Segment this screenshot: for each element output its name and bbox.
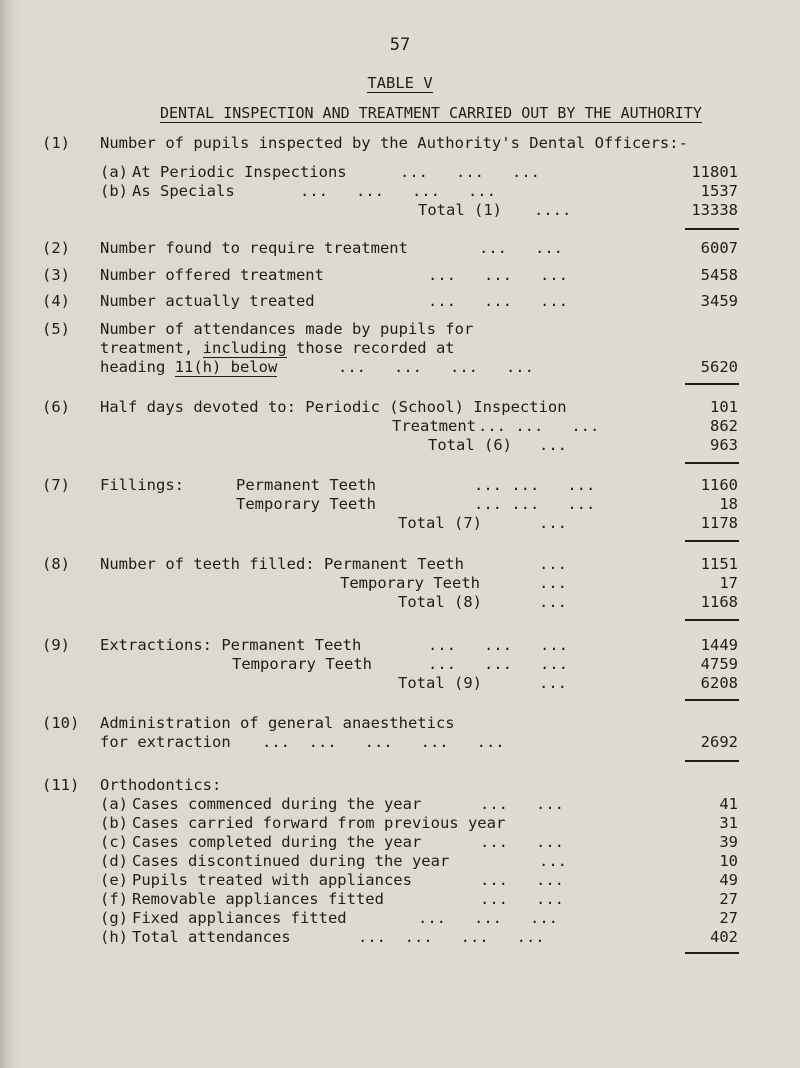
item-3-label: Number offered treatment (100, 266, 324, 284)
total-rule (685, 462, 739, 464)
leader-dots: ... (539, 852, 567, 870)
orthodontics-value: 39 (719, 833, 738, 851)
leader-dots: ... ... (480, 871, 564, 889)
item-6-total-label: Total (6) (428, 436, 512, 454)
total-rule (685, 760, 739, 762)
item-8-total-value: 1168 (700, 593, 738, 611)
leader-dots: ... ... ... (474, 495, 596, 513)
orthodontics-value: 402 (710, 928, 738, 946)
item-8-label: Number of teeth filled: Permanent Teeth (100, 555, 464, 573)
item-1a-value: 11801 (691, 163, 738, 181)
orthodontics-label: Cases carried forward from previous year (132, 814, 506, 832)
item-7-temporary-value: 18 (719, 495, 738, 513)
item-10-line-1: Administration of general anaesthetics (100, 714, 455, 732)
item-9-total-label: Total (9) (398, 674, 482, 692)
item-9-label: Extractions: Permanent Teeth (100, 636, 362, 654)
leader-dots: ... ... (479, 239, 563, 257)
item-2-label: Number found to require treatment (100, 239, 408, 257)
item-3-number: (3) (42, 266, 70, 284)
orthodontics-value: 41 (719, 795, 738, 813)
item-6-treatment-label: Treatment (392, 417, 476, 435)
orthodontics-key: (e) (100, 871, 128, 889)
page-number: 57 (389, 35, 411, 55)
leader-dots: ... ... ... (428, 266, 568, 284)
orthodontics-label: Cases completed during the year (132, 833, 422, 851)
orthodontics-key: (b) (100, 814, 128, 832)
leader-dots: ... ... (480, 795, 564, 813)
item-6-total-value: 963 (710, 436, 738, 454)
item-9-number: (9) (42, 636, 70, 654)
leader-dots: ... ... ... ... (300, 182, 496, 200)
orthodontics-key: (f) (100, 890, 128, 908)
orthodontics-key: (a) (100, 795, 128, 813)
leader-dots: ... (539, 555, 567, 573)
orthodontics-value: 31 (719, 814, 738, 832)
leader-dots: ... ... ... (400, 163, 540, 181)
leader-dots: ... (539, 674, 567, 692)
item-7-number: (7) (42, 476, 70, 494)
item-7-permanent-value: 1160 (700, 476, 738, 494)
item-5-value: 5620 (700, 358, 738, 376)
leader-dots: ... (539, 436, 567, 454)
total-rule (685, 228, 739, 230)
item-1-number: (1) (42, 134, 70, 152)
item-5-number: (5) (42, 320, 70, 338)
item-11-label: Orthodontics: (100, 776, 222, 794)
item-9-permanent-value: 1449 (700, 636, 738, 654)
leader-dots: ... (539, 593, 567, 611)
leader-dots: ... ... ... ... ... (262, 733, 505, 751)
item-10-number: (10) (42, 714, 80, 732)
leader-dots: ... ... ... (418, 909, 558, 927)
item-1-total-value: 13338 (691, 201, 738, 219)
orthodontics-key: (c) (100, 833, 128, 851)
item-1a-key: (a) (100, 163, 128, 181)
leader-dots: ... ... ... ... (338, 358, 534, 376)
leader-dots: ... ... ... (474, 476, 596, 494)
item-7-label: Fillings: (100, 476, 184, 494)
item-8-number: (8) (42, 555, 70, 573)
total-rule (685, 540, 739, 542)
leader-dots: .... (534, 201, 572, 219)
leader-dots: ... ... ... (428, 655, 568, 673)
item-1-label: Number of pupils inspected by the Authority's Dental Officers:- (100, 134, 688, 152)
item-2-value: 6007 (700, 239, 738, 257)
item-6-value: 101 (710, 398, 738, 416)
orthodontics-label: Fixed appliances fitted (132, 909, 347, 927)
item-10-value: 2692 (700, 733, 738, 751)
orthodontics-value: 49 (719, 871, 738, 889)
leader-dots: ... ... ... (428, 292, 568, 310)
item-10-line-2: for extraction (100, 733, 231, 751)
total-rule (685, 952, 739, 954)
item-6-treatment-value: 862 (710, 417, 738, 435)
item-9-total-value: 6208 (700, 674, 738, 692)
orthodontics-value: 27 (719, 890, 738, 908)
item-7-total-value: 1178 (700, 514, 738, 532)
orthodontics-value: 27 (719, 909, 738, 927)
total-rule (685, 383, 739, 385)
item-1b-key: (b) (100, 182, 128, 200)
item-4-number: (4) (42, 292, 70, 310)
item-8-permanent-value: 1151 (700, 555, 738, 573)
item-1a-label: At Periodic Inspections (132, 163, 347, 181)
leader-dots: ... (539, 574, 567, 592)
leader-dots: ... ... (480, 890, 564, 908)
item-5-line-3: heading 11(h) below (100, 358, 278, 376)
item-7-total-label: Total (7) (398, 514, 482, 532)
table-title: TABLE V (367, 74, 433, 92)
item-1b-value: 1537 (700, 182, 738, 200)
item-4-label: Number actually treated (100, 292, 315, 310)
item-8-temporary-label: Temporary Teeth (340, 574, 480, 592)
item-1b-label: As Specials (132, 182, 235, 200)
item-5-line-1: Number of attendances made by pupils for (100, 320, 474, 338)
orthodontics-label: Pupils treated with appliances (132, 871, 412, 889)
item-5-line-2: treatment, including those recorded at (100, 339, 455, 357)
item-1-total-label: Total (1) (418, 201, 502, 219)
leader-dots: ... (539, 514, 567, 532)
leader-dots: ... ... ... (428, 636, 568, 654)
leader-dots: ... ... ... ... (358, 928, 545, 946)
orthodontics-label: Total attendances (132, 928, 291, 946)
item-11-number: (11) (42, 776, 80, 794)
item-6-label: Half days devoted to: Periodic (School) Inspection (100, 398, 567, 416)
orthodontics-label: Cases discontinued during the year (132, 852, 450, 870)
item-2-number: (2) (42, 239, 70, 257)
orthodontics-label: Cases commenced during the year (132, 795, 422, 813)
item-9-temporary-value: 4759 (700, 655, 738, 673)
orthodontics-key: (g) (100, 909, 128, 927)
item-6-number: (6) (42, 398, 70, 416)
orthodontics-key: (h) (100, 928, 128, 946)
item-7-permanent-label: Permanent Teeth (236, 476, 376, 494)
orthodontics-value: 10 (719, 852, 738, 870)
total-rule (685, 619, 739, 621)
item-8-total-label: Total (8) (398, 593, 482, 611)
orthodontics-key: (d) (100, 852, 128, 870)
orthodontics-label: Removable appliances fitted (132, 890, 384, 908)
leader-dots: ... ... (480, 833, 564, 851)
item-8-temporary-value: 17 (719, 574, 738, 592)
item-3-value: 5458 (700, 266, 738, 284)
table-subtitle: DENTAL INSPECTION AND TREATMENT CARRIED OUT BY THE AUTHORITY (160, 104, 702, 122)
item-9-temporary-label: Temporary Teeth (232, 655, 372, 673)
item-7-temporary-label: Temporary Teeth (236, 495, 376, 513)
total-rule (685, 699, 739, 701)
item-4-value: 3459 (700, 292, 738, 310)
leader-dots: ... ... ... (478, 417, 600, 435)
